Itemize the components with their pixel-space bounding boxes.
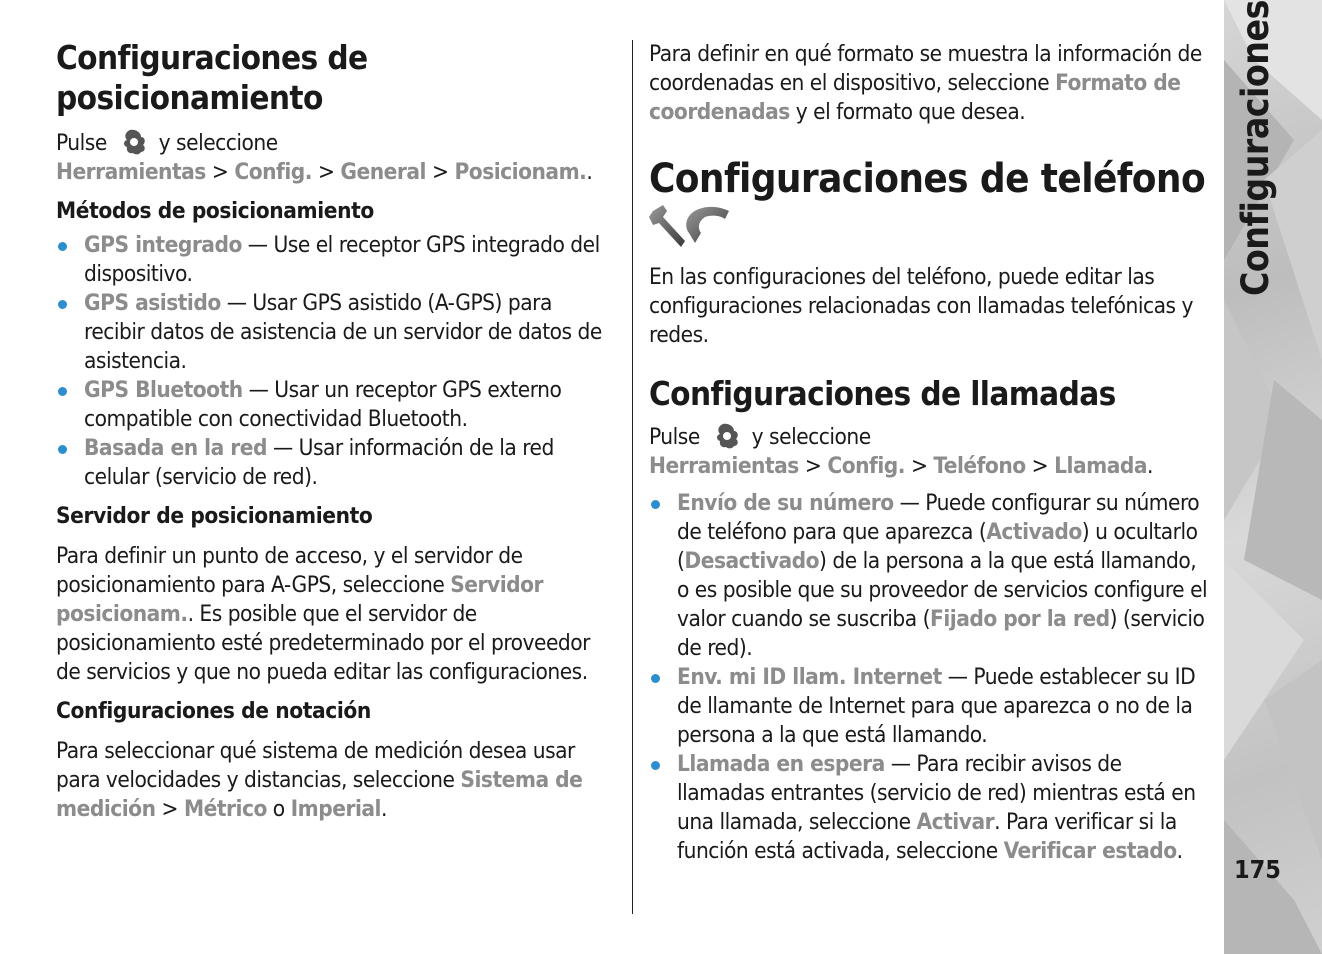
left-column [56, 38, 618, 824]
text: — Para recibir avisos de llamadas entrantes (servicio de red) mientras está en una llamada, seleccione [677, 751, 1196, 835]
intro-text: y seleccione [158, 130, 278, 156]
text: y el formato que desea. [789, 99, 1026, 125]
path-config: Config. [234, 159, 312, 185]
calls-intro [649, 422, 1211, 481]
methods-list [56, 231, 618, 492]
term: Llamada en espera [677, 751, 885, 777]
term: Basada en la red [84, 435, 268, 461]
text: Para seleccionar qué sistema de medición desea usar para velocidades y distancias, seleccione [56, 738, 575, 793]
description: — Use el receptor GPS integrado del dispositivo. [84, 232, 600, 287]
text: ) u ocultarlo ( [677, 519, 1198, 574]
option-activado: Activado [986, 519, 1082, 545]
period: . [380, 796, 387, 822]
path-separator: > [431, 159, 449, 185]
text: — Puede establecer su ID de llamante de Internet para que aparezca o no de la persona a la que está llamando. [677, 664, 1196, 748]
path-config: Config. [827, 453, 905, 479]
metric-option: Métrico [183, 796, 267, 822]
text: Para definir en qué formato se muestra la información de coordenadas en el dispositivo, seleccione [649, 41, 1202, 96]
list-item [649, 663, 1211, 750]
menu-key-icon [121, 128, 147, 156]
server-paragraph [56, 542, 618, 687]
path-separator: > [211, 159, 229, 185]
option-desactivado: Desactivado [684, 548, 820, 574]
phone-intro: En las configuraciones del teléfono, puede editar las configuraciones relacionadas con llamadas telefónicas y redes. [649, 264, 1193, 348]
description: — Usar información de la red celular (servicio de red). [84, 435, 554, 490]
list-item [649, 489, 1211, 663]
path-separator: > [317, 159, 335, 185]
option-activar: Activar [916, 809, 995, 835]
phone-settings-title: Configuraciones de teléfono [649, 156, 1206, 202]
positioning-title: Configuraciones de posicionamiento [56, 38, 368, 117]
text: Para definir un punto de acceso, y el servidor de posicionamiento para A-GPS, seleccione [56, 543, 523, 598]
section-tab-title: Configuraciones [1234, 0, 1277, 296]
list-item [56, 376, 618, 434]
menu-key-icon [714, 422, 740, 450]
term: GPS asistido [84, 290, 221, 316]
wrench-phone-icon [649, 203, 731, 253]
measure-system-option: Sistema de medición [56, 767, 583, 822]
coord-paragraph [649, 40, 1211, 127]
positioning-intro [56, 128, 618, 187]
term: GPS integrado [84, 232, 242, 258]
path-separator: > [910, 453, 928, 479]
list-item [56, 434, 618, 492]
methods-heading: Métodos de posicionamiento [56, 198, 374, 224]
path-telefono: Teléfono [933, 453, 1026, 479]
description: — Usar un receptor GPS externo compatible con conectividad Bluetooth. [84, 377, 562, 432]
server-option: Servidor posicionam. [56, 572, 544, 627]
text: . Es posible que el servidor de posicionamiento esté predeterminado por el proveedor de servicios y que no pueda editar las configuraciones. [56, 601, 590, 685]
text: . Para verificar si la función está activada, seleccione [677, 809, 1177, 864]
list-item [649, 750, 1211, 866]
term: Env. mi ID llam. Internet [677, 664, 942, 690]
text: — Puede configurar su número de teléfono para que aparezca ( [677, 490, 1200, 545]
term: Envío de su número [677, 490, 894, 516]
intro-text: y seleccione [751, 424, 871, 450]
path-separator: > [804, 453, 822, 479]
server-heading: Servidor de posicionamiento [56, 503, 373, 529]
list-item [56, 289, 618, 376]
period: . [586, 159, 593, 185]
list-item [56, 231, 618, 289]
path-llamada: Llamada [1054, 453, 1148, 479]
option-fijado: Fijado por la red [930, 606, 1110, 632]
text: o [266, 796, 291, 822]
notation-heading: Configuraciones de notación [56, 698, 371, 724]
column-divider [632, 40, 633, 914]
intro-text: Pulse [649, 424, 700, 450]
period: . [1147, 453, 1153, 479]
text: ) (servicio de red). [677, 606, 1205, 661]
text: . [1176, 838, 1183, 864]
calls-list [649, 489, 1211, 866]
calls-heading: Configuraciones de llamadas [649, 374, 1116, 413]
right-column [649, 40, 1211, 874]
text: ) de la persona a la que está llamando, o es posible que su proveedor de servicios configure el valor cuando se suscriba ( [677, 548, 1208, 632]
page-number: 175 [1234, 855, 1281, 884]
path-herramientas: Herramientas [56, 159, 206, 185]
path-herramientas: Herramientas [649, 453, 799, 479]
option-verificar: Verificar estado [1003, 838, 1177, 864]
description: — Usar GPS asistido (A-GPS) para recibir datos de asistencia de un servidor de datos de asistencia. [84, 290, 602, 374]
notation-paragraph [56, 737, 618, 824]
term: GPS Bluetooth [84, 377, 243, 403]
path-separator: > [1031, 453, 1049, 479]
imperial-option: Imperial [290, 796, 381, 822]
path-separator: > [161, 796, 178, 822]
coord-format-option: Formato de coordenadas [649, 70, 1181, 125]
path-general: General [340, 159, 426, 185]
path-posicionam: Posicionam. [454, 159, 587, 185]
intro-text: Pulse [56, 130, 107, 156]
